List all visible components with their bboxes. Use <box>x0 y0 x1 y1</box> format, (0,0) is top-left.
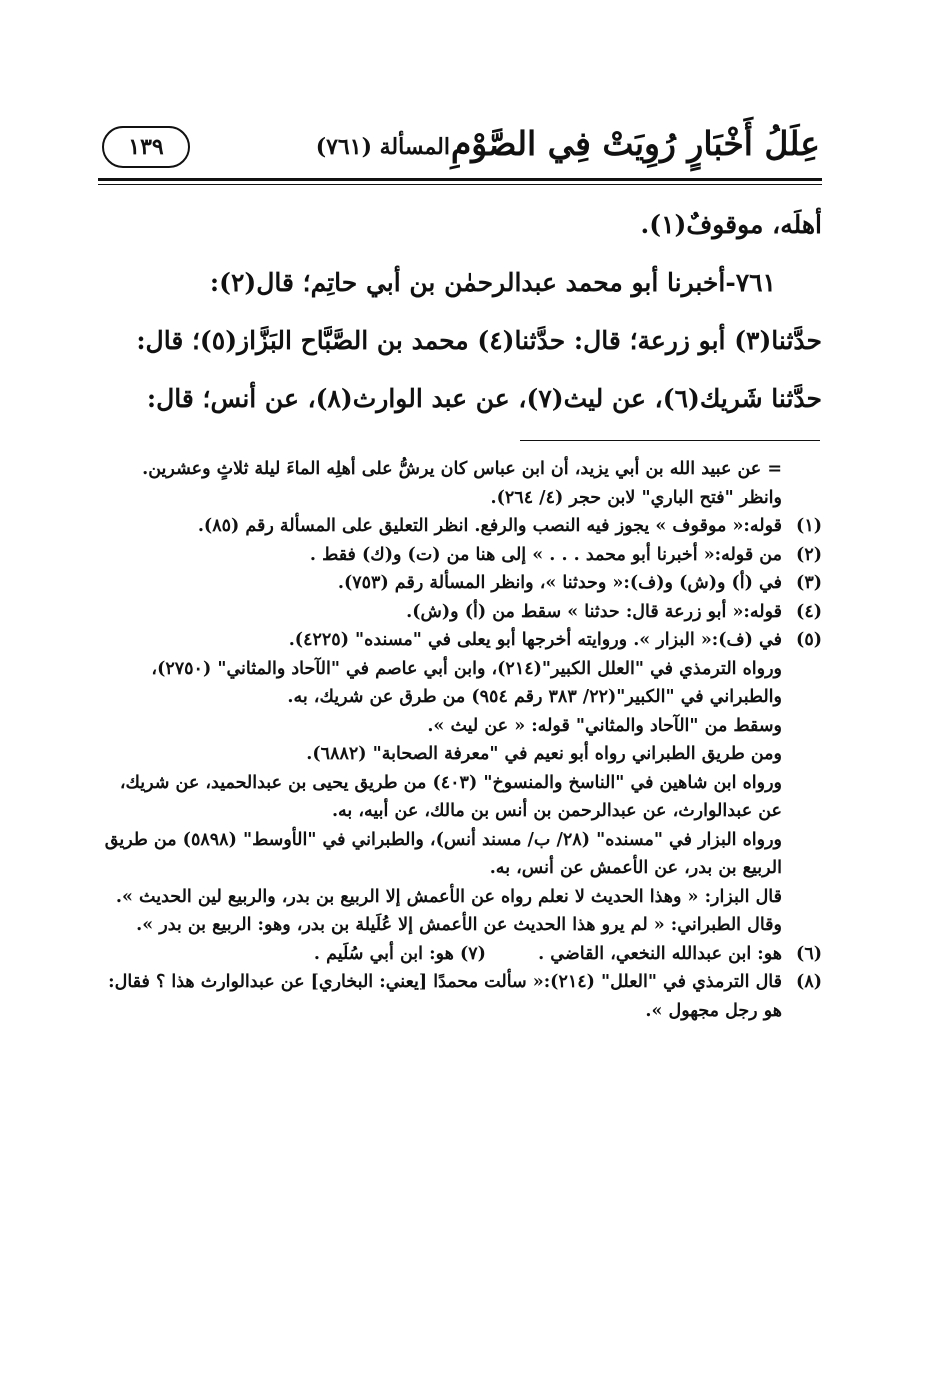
footnote-text: في (أ) و(ش) و(ف):« وحدثنا »، وانظر المسألة رقم (٧٥٣). <box>337 573 782 593</box>
footnote-text: ورواه الترمذي في "العلل الكبير"(٢١٤)، وابن أبي عاصم في "الآحاد والمثاني" (٢٧٥٠)، والطبراني في "الكبير"(٢٢/ ٣٨٣ رقم ٩٥٤) من طرق عن شريك، به. <box>151 658 782 707</box>
footnote-number: (٨) <box>796 972 822 992</box>
footnote-number: (٢) <box>796 544 822 565</box>
footnote-number: (١) <box>796 516 822 536</box>
footnote-text: ومن طريق الطبراني رواه أبو نعيم في "معرفة الصحابة" (٦٨٨٢). <box>306 744 782 764</box>
footnote-text: قال الترمذي في "العلل" (٢١٤):« سألت محمدًا [يعني: البخاري] عن عبدالوارث هذا ؟ فقال: هو رجل مجهول ». <box>108 972 782 1021</box>
page-header <box>98 118 822 176</box>
footnote-number: (٤) <box>796 601 822 622</box>
footnote-1 <box>98 512 822 541</box>
footnote-continuation: = عن عبيد الله بن أبي يزيد، أن ابن عباس كان يرشُّ على أهلِه الماءَ ليلة ثلاثٍ وعشرين. <box>142 459 782 479</box>
footnote-text: قوله:« أبو زرعة قال: حدثنا » سقط من (أ) و(ش). <box>406 601 782 622</box>
footnote-text: قال البزار: « وهذا الحديث لا نعلم رواه عن الأعمش إلا الربيع بن بدر، والربيع لين الحديث ». وقال الطبراني: « لم يرو هذا الحديث عن الأعمش إلا عُلَيلة بن بدر، وهو: الربيع بن بدر ». <box>115 886 782 935</box>
issue-label: المسألة (٧٦١) <box>315 134 450 160</box>
hadith-heading: ٧٦١-أخبرنا أبو محمد عبدالرحمٰن بن أبي حاتِم؛ قال(٢): <box>209 268 776 297</box>
footnote-separator <box>520 440 820 441</box>
footnote-number: (٥) <box>796 630 822 650</box>
footnote-text: قوله:« موقوف » يجوز فيه النصب والرفع. انظر التعليق على المسألة رقم (٨٥). <box>197 516 782 536</box>
footnote-4 <box>98 598 822 627</box>
footnote-text: ورواه ابن شاهين في "الناسخ والمنسوخ" (٤٠٣) من طريق يحيى بن عبدالحميد، عن شريك، عن عبدالوارث، عن عبدالرحمن بن أنس بن مالك، عن أبيه، به. <box>119 772 782 821</box>
footnote-text: ورواه البزار في "مسنده" (٢٨/ ب/ مسند أنس)، والطبراني في "الأوسط" (٥٨٩٨) من طريق الربيع بن بدر، عن الأعمش عن أنس، به. <box>104 829 782 878</box>
header-rule-thin <box>98 184 822 185</box>
footnote-number: (٧) <box>459 943 486 964</box>
header-rule-thick <box>98 178 822 181</box>
main-line: حدَّثنا شَريك(٦)، عن ليث(٧)، عن عبد الوارث(٨)، عن أنس؛ قال: <box>146 384 822 413</box>
footnote-number: (٦) <box>796 943 822 964</box>
footnote-3 <box>98 569 822 598</box>
footnote-8 <box>98 968 822 1025</box>
main-line: حدَّثنا(٣) أبو زرعة؛ قال: حدَّثنا(٤) محمد بن الصَّبَّاح البَزَّاز(٥)؛ قال: <box>136 326 822 355</box>
book-title: عِلَلُ أَخْبَارٍ رُوِيَتْ فِي الصَّوْمِ <box>450 124 820 163</box>
page-number-badge: ١٣٩ <box>102 126 190 168</box>
footnote-text: وسقط من "الآحاد والمثاني" قوله: « عن ليث ». <box>427 715 782 736</box>
main-text <box>98 196 822 428</box>
main-line: أهلَه، موقوفٌ(١). <box>640 210 822 239</box>
footnote-5 <box>98 626 822 940</box>
footnote-6-7 <box>98 940 822 969</box>
footnote-text: هو: ابن أبي سُلَيم . <box>313 943 454 964</box>
footnote-text: في (ف):« البزار ». وروايته أخرجها أبو يعلى في "مسنده" (٤٢٢٥). <box>288 630 782 650</box>
footnote-text: هو: ابن عبدالله النخعي، القاضي . <box>538 943 782 964</box>
footnotes <box>98 455 822 1025</box>
footnote-number: (٣) <box>796 573 822 593</box>
footnote-text: من قوله:« أخبرنا أبو محمد . . . » إلى هنا من (ت) و(ك) فقط . <box>309 544 782 565</box>
footnote-2 <box>98 541 822 570</box>
footnote-continuation: وانظر "فتح الباري" لابن حجر (٤/ ٢٦٤). <box>490 487 782 508</box>
